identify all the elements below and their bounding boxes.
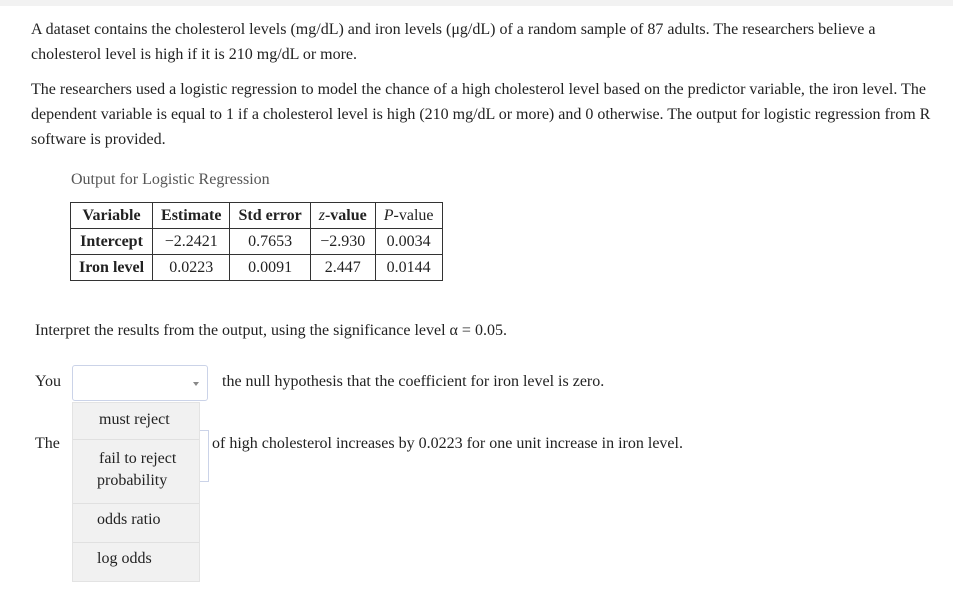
cell-z-value: −2.930 bbox=[310, 229, 375, 255]
option-must-reject[interactable]: must reject bbox=[99, 411, 170, 428]
option-fail-to-reject[interactable]: fail to reject bbox=[99, 450, 177, 467]
cell-z-value: 2.447 bbox=[310, 255, 375, 281]
sentence1-suffix: the null hypothesis that the coefficient for iron level is zero. bbox=[222, 373, 605, 390]
cell-std-error: 0.7653 bbox=[230, 229, 310, 255]
chevron-down-icon bbox=[193, 382, 199, 386]
cell-variable: Intercept bbox=[71, 229, 153, 255]
cell-p-value: 0.0144 bbox=[375, 255, 442, 281]
option-odds-ratio[interactable]: odds ratio bbox=[97, 511, 161, 528]
header-p-rest: -value bbox=[393, 206, 434, 224]
question-paragraph-2: The researchers used a logistic regression to model the chance of a high cholesterol level based on the predictor variable, the iron level. The dependent variable is equal to 1 if a cholesterol level is high (210 mg/dL or more) and 0 otherwise. The output for logistic regression from R software is provided. bbox=[31, 81, 931, 148]
header-p-letter: P bbox=[383, 206, 394, 224]
option-divider bbox=[73, 503, 199, 504]
regression-table bbox=[70, 202, 443, 281]
sentence1-prefix: You bbox=[35, 373, 61, 390]
header-std-error: Std error bbox=[230, 203, 310, 229]
option-divider bbox=[73, 439, 199, 440]
interpret-prompt: Interpret the results from the output, using the significance level α = 0.05. bbox=[35, 322, 507, 339]
header-p-value bbox=[375, 203, 442, 229]
cell-std-error: 0.0091 bbox=[230, 255, 310, 281]
cell-p-value: 0.0034 bbox=[375, 229, 442, 255]
header-z-letter: z bbox=[318, 206, 325, 224]
top-strip bbox=[0, 0, 953, 6]
header-estimate: Estimate bbox=[153, 203, 230, 229]
table-header-row bbox=[71, 203, 443, 229]
sentence2-prefix: The bbox=[35, 435, 60, 452]
table-row bbox=[71, 255, 443, 281]
header-variable: Variable bbox=[71, 203, 153, 229]
table-row bbox=[71, 229, 443, 255]
option-log-odds[interactable]: log odds bbox=[97, 550, 152, 567]
header-z-value bbox=[310, 203, 375, 229]
cell-estimate: −2.2421 bbox=[153, 229, 230, 255]
header-z-rest: -value bbox=[324, 206, 367, 224]
sentence2-suffix: of high cholesterol increases by 0.0223 for one unit increase in iron level. bbox=[212, 435, 683, 452]
table-caption: Output for Logistic Regression bbox=[71, 171, 270, 188]
option-probability[interactable]: probability bbox=[97, 472, 168, 489]
cell-estimate: 0.0223 bbox=[153, 255, 230, 281]
cell-variable: Iron level bbox=[71, 255, 153, 281]
sentence1-dropdown[interactable] bbox=[72, 365, 208, 401]
option-divider bbox=[73, 542, 199, 543]
question-paragraph-1: A dataset contains the cholesterol levels (mg/dL) and iron levels (μg/dL) of a random sample of 87 adults. The researchers believe a cholesterol level is high if it is 210 mg/dL or more. bbox=[31, 21, 876, 63]
